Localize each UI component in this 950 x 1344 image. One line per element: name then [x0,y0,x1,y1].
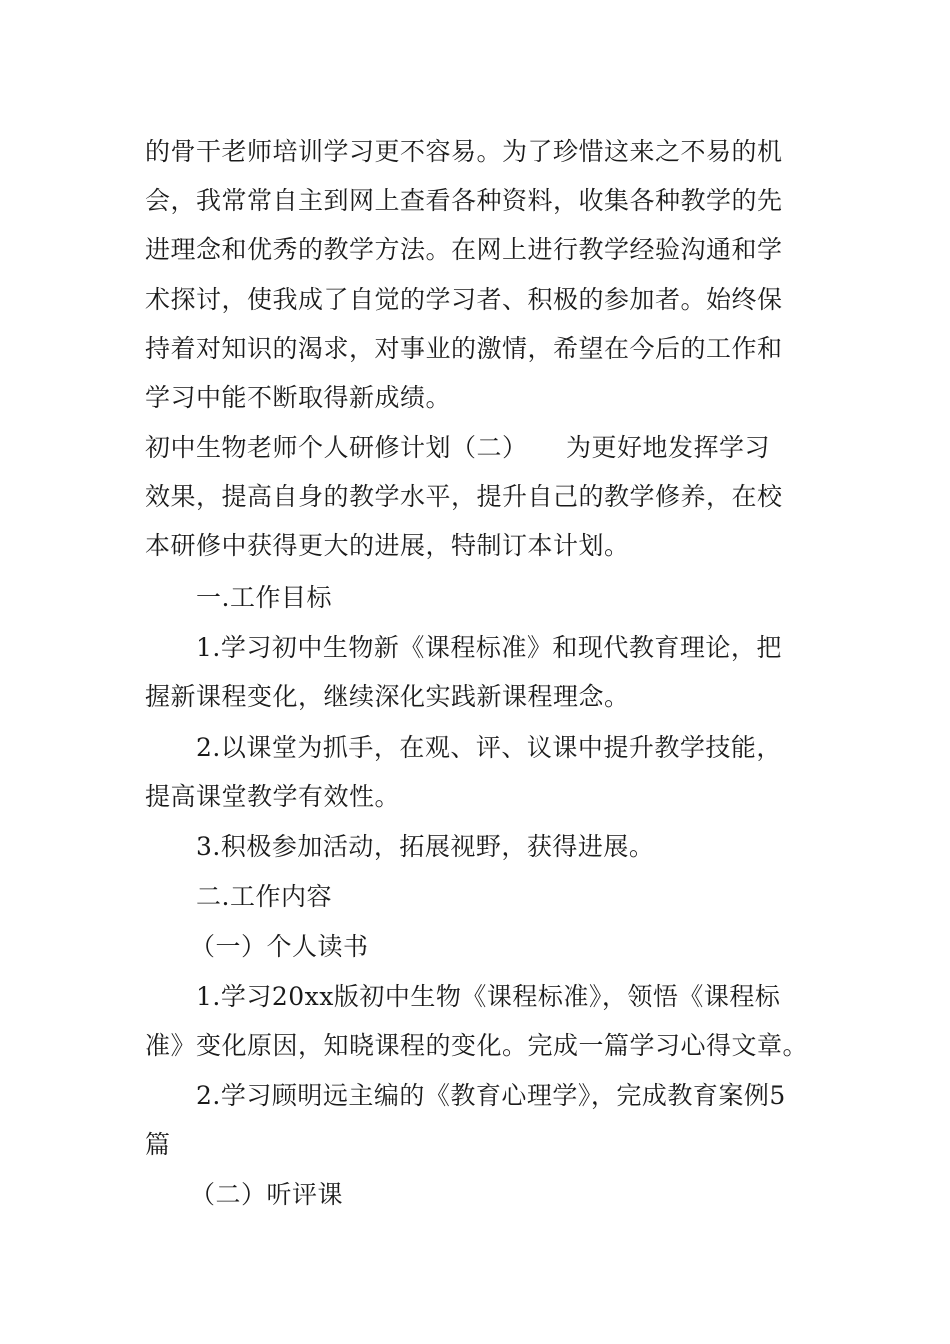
heading-work-content: 二.工作内容 [196,882,332,911]
text-line: 持着对知识的渴求，对事业的激情，希望在今后的工作和 [145,334,783,363]
list-item-line: 2.以课堂为抓手，在观、评、议课中提升教学技能， [196,733,782,762]
subheading-reading: （一）个人读书 [190,932,369,961]
list-item-line: 2.学习顾明远主编的《教育心理学》，完成教育案例5 [196,1081,786,1110]
text-line: 提高课堂教学有效性。 [145,782,401,811]
text-line: 术探讨，使我成了自觉的学习者、积极的参加者。始终保 [145,285,783,314]
section-title-line: 初中生物老师个人研修计划（二） 为更好地发挥学习 [145,433,771,462]
text-line: 篇 [145,1130,171,1159]
text-line: 效果，提高自身的教学水平，提升自己的教学修养，在校 [145,482,783,511]
list-item-line: 1.学习初中生物新《课程标准》和现代教育理论，把 [196,633,782,662]
text-line: 学习中能不断取得新成绩。 [145,383,452,412]
text-line: 准》变化原因，知晓课程的变化。完成一篇学习心得文章。 [145,1031,809,1060]
text-line: 会，我常常自主到网上查看各种资料，收集各种教学的先 [145,186,783,215]
text-line: 的骨干老师培训学习更不容易。为了珍惜这来之不易的机 [145,137,783,166]
text-line: 握新课程变化，继续深化实践新课程理念。 [145,682,630,711]
heading-work-goals: 一.工作目标 [196,583,332,612]
text-line: 本研修中获得更大的进展，特制订本计划。 [145,531,630,560]
subheading-lesson-review: （二）听评课 [190,1180,344,1209]
list-item-line: 1.学习20xx版初中生物《课程标准》，领悟《课程标 [196,982,781,1011]
text-line: 进理念和优秀的教学方法。在网上进行教学经验沟通和学 [145,235,783,264]
list-item-line: 3.积极参加活动，拓展视野，获得进展。 [196,832,655,861]
